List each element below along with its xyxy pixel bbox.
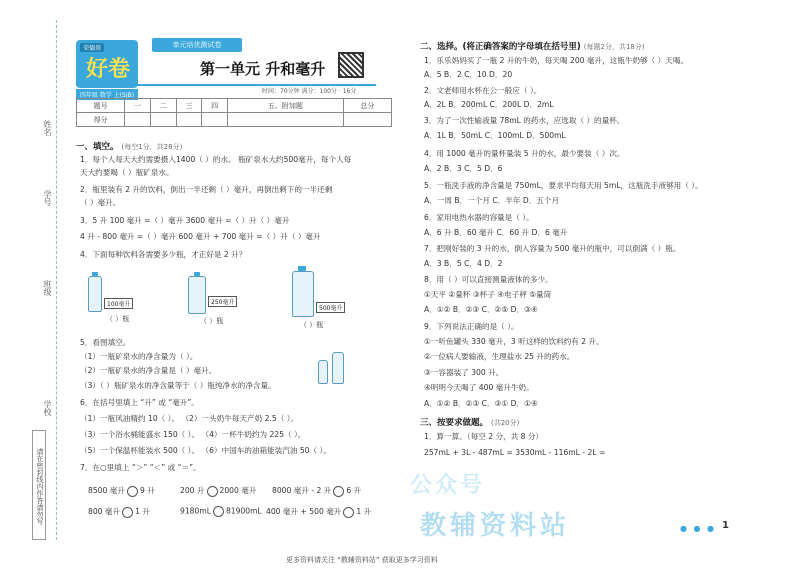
score-cell: 题号 <box>77 99 125 113</box>
compare-right: 81900mL <box>225 506 262 516</box>
compare-right: 2000 毫升 <box>219 486 257 495</box>
score-input-cell[interactable] <box>343 113 391 127</box>
compare-left: 400 毫升 + 500 毫升 <box>266 507 342 516</box>
option-line: A．5 B．2 C．10 D．20 <box>424 70 513 79</box>
compare-circle[interactable] <box>127 486 138 497</box>
question-line: 7．把刚好装的 3 升的水，倒入容量为 500 毫升的瓶中，可以倒满（ ）瓶。 <box>424 244 681 253</box>
question-line: 天大约要喝（ ）瓶矿泉水。 <box>80 168 174 177</box>
compare-left: 200 升 <box>180 486 205 495</box>
option-line: ②一位病人要输液，生理盐水 25 升的药水。 <box>424 352 575 361</box>
question-line: （2）一瓶矿泉水的净含量是（ ）毫升。 <box>80 366 217 375</box>
section-3-heading: 三、按要求做题。 <box>420 418 489 428</box>
question-line: 7．在○里填上 “＞” “＜” 或 “＝”。 <box>80 463 201 472</box>
watermark-text: 教辅资料站 <box>420 511 571 541</box>
class-no-label: 学号 <box>43 190 52 206</box>
bottle-icon <box>318 360 328 384</box>
option-line: A．6 升 B．60 毫升 C．60 升 D．6 毫升 <box>424 228 568 237</box>
section-1-heading: 一、填空。 <box>76 142 119 152</box>
exam-meta: 时间：70分钟 满分：100分 · 16分 <box>262 88 357 95</box>
question-line: 1．每个人每天大约需要摄入1400（ ）的水。 瓶矿泉水大约500毫升，每个人每 <box>80 155 352 164</box>
score-cell: 五、附加题 <box>228 99 344 113</box>
bottle-answer: （ ）瓶 <box>106 315 130 323</box>
compare-item <box>272 485 361 497</box>
score-cell: 四 <box>202 99 228 113</box>
option-line: ③一容器装了 300 升。 <box>424 368 504 377</box>
test-type-banner: 单元培优测试卷 <box>152 38 242 52</box>
question-line: 6．家用电热水器的容量是（ ）。 <box>424 213 534 222</box>
score-cell: 一 <box>125 99 151 113</box>
footer-note: 更多资料请关注 “教辅资料站” 获取更多学习资料 <box>286 556 438 564</box>
class-label: 班级 <box>43 280 52 296</box>
question-line: 2．文老师用水杯在公一般应（ ）。 <box>424 86 542 95</box>
bottle-volume-label: 100毫升 <box>104 298 133 309</box>
score-cell: 二 <box>150 99 176 113</box>
name-label: 姓名 <box>43 120 52 136</box>
seal-line <box>56 20 57 540</box>
compare-left: 9180mL <box>180 506 211 516</box>
question-line: 8．用（ ）可以直接测量液体的多少。 <box>424 275 553 284</box>
question-line: 1．乐乐妈妈买了一瓶 2 升的牛奶，每天喝 200 毫升，这瓶牛奶够（ ）天喝。 <box>424 56 689 65</box>
section-3-title <box>420 416 519 428</box>
bottle-answer: （ ）瓶 <box>300 321 324 329</box>
calc-line: 257mL + 3L - 487mL = 3530mL - 116mL - 2L = <box>424 448 606 457</box>
question-line: （1）一瓶矿泉水的净含量为（ ）。 <box>80 352 198 361</box>
school-label: 学校 <box>43 400 52 416</box>
section-2-title <box>420 40 645 52</box>
grade-label: 四年级 数学 上(SJB) <box>76 89 138 100</box>
bottle-icon <box>292 271 314 317</box>
compare-circle[interactable] <box>207 486 218 497</box>
compare-right: 6 升 <box>346 486 362 495</box>
question-line: （3）一个浴水桶能盛水 150（ ）。 （4）一杯牛奶约为 225（ ）。 <box>80 430 306 439</box>
page-dots-icon: ● ● ● <box>680 524 717 533</box>
score-table <box>76 98 392 127</box>
score-input-cell[interactable] <box>125 113 151 127</box>
question-line: （3）（ ）瓶矿泉水的净含量等于（ ）瓶纯净水的净含量。 <box>80 381 276 390</box>
score-input-cell[interactable] <box>176 113 202 127</box>
compare-right: 1 升 <box>135 507 150 516</box>
section-2-detail: (将正确答案的字母填在括号里) <box>462 42 581 52</box>
section-1-title <box>76 140 182 152</box>
section-3-note: (共20分) <box>490 419 520 427</box>
score-value-row <box>77 113 392 127</box>
bottle-volume-label: 500毫升 <box>316 302 345 313</box>
question-line: （5）一个保温杯能装水 500（ ）。 （6）中国车的油箱能装汽油 50（ ）。 <box>80 446 331 455</box>
option-line: A．一周 B．一个月 C．半年 D．五个月 <box>424 196 560 205</box>
option-line: A．2L B．200mL C．200L D．2mL <box>424 100 554 109</box>
bottle-icon <box>188 276 206 314</box>
page-number: 1 <box>722 520 729 531</box>
question-line: （1）一瓶风油精约 10（ ）。 （2）一头奶牛每天产奶 2.5（ ）。 <box>80 414 299 423</box>
binding-strip <box>30 20 70 540</box>
bottle-icon <box>332 352 344 384</box>
score-input-cell[interactable] <box>228 113 344 127</box>
score-cell: 三 <box>176 99 202 113</box>
qr-code-icon <box>338 52 364 78</box>
compare-left: 800 毫升 <box>88 507 121 516</box>
compare-item <box>266 506 371 518</box>
compare-circle[interactable] <box>213 506 224 517</box>
compare-item <box>180 485 256 497</box>
option-line: A．①② B．②③ C．②⑤ D．③④ <box>424 305 538 314</box>
option-line: A．①② B．②③ C．③① D．①④ <box>424 399 538 408</box>
page-title: 第一单元 升和毫升 <box>200 60 326 78</box>
logo-text: 好卷 <box>86 56 131 82</box>
compare-circle[interactable] <box>343 507 354 518</box>
section-2-note: (每题2分，共18分) <box>583 43 645 51</box>
compare-circle[interactable] <box>122 507 133 518</box>
option-line: ④明明今天喝了 400 毫升牛奶。 <box>424 383 534 392</box>
section-2-heading: 二、选择。 <box>420 42 463 52</box>
score-header-row <box>77 99 392 113</box>
bottle-icon <box>88 276 102 312</box>
compare-item <box>88 485 155 497</box>
logo-tag: 荣德基 <box>80 43 104 52</box>
score-cell: 总分 <box>343 99 391 113</box>
question-line: 5．看图填空。 <box>80 338 131 347</box>
question-line: 6．在括号里填上 “升” 或 “毫升”。 <box>80 398 199 407</box>
question-line: 4 升 - 800 毫升 =（ ）毫升 600 毫升 + 700 毫升 =（ ）升（ ）毫升 <box>80 232 321 241</box>
compare-item <box>88 506 150 518</box>
question-line: 4．用 1000 毫升的量杯量装 5 升的水，最少要装（ ）次。 <box>424 149 625 158</box>
score-cell: 得分 <box>77 113 125 127</box>
brand-logo <box>76 40 138 88</box>
question-line: 5．一瓶洗手液的净含量是 750mL，要求平均每天用 5mL，这瓶洗手液够用（ ）。 <box>424 181 703 190</box>
bottle-volume-label: 250毫升 <box>208 296 237 307</box>
option-line: A．2 B．3 C．5 D．6 <box>424 164 503 173</box>
score-input-cell[interactable] <box>150 113 176 127</box>
question-line: 9．下列说法正确的是（ ）。 <box>424 322 519 331</box>
compare-right: 1 升 <box>356 507 372 516</box>
compare-item <box>180 506 262 517</box>
compare-right: 9 升 <box>139 486 155 495</box>
option-line: ①一听鱼罐头 330 毫升，3 听这样的饮料约有 2 升。 <box>424 337 604 346</box>
question-line: 4．下面每种饮料各需要多少瓶，才正好是 2 升？ <box>80 250 247 259</box>
score-input-cell[interactable] <box>202 113 228 127</box>
question-line: 3．5 升 100 毫升 =（ ）毫升 3600 毫升 =（ ）升（ ）毫升 <box>80 216 290 225</box>
section-1-note: (每空1分，共28分) <box>121 143 183 151</box>
seal-notice: 请在密封线内作答请勿写 <box>32 430 46 540</box>
question-line: （ ）毫升。 <box>80 198 121 207</box>
compare-left: 8500 毫升 <box>88 486 125 495</box>
watermark-text: 公众号 <box>410 473 486 498</box>
question-line: 3．为了一次性输液量 78mL 的药水，应选取（ ）的量杯。 <box>424 116 625 125</box>
question-line: 1．算一算。（每空 2 分，共 8 分） <box>424 432 544 441</box>
option-line: ①天平 ②量杯 ③杯子 ④电子秤 ⑤量筒 <box>424 290 552 299</box>
option-line: A．1L B．50mL C．100mL D．500mL <box>424 131 566 140</box>
bottle-answer: （ ）瓶 <box>200 317 224 325</box>
question-line: 2．瓶里装有 2 升的饮料，倒出一半还剩（ ）毫升，再倒出剩下的一半还剩 <box>80 185 333 194</box>
compare-circle[interactable] <box>333 486 344 497</box>
compare-left: 8000 毫升 - 2 升 <box>272 486 332 495</box>
option-line: A．3 B．5 C．4 D．2 <box>424 259 503 268</box>
